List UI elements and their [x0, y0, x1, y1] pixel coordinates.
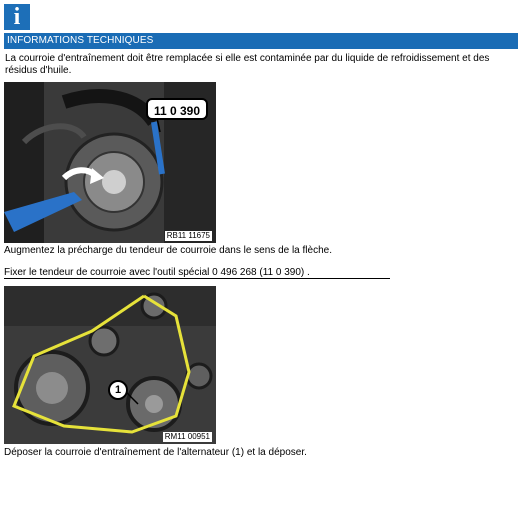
instruction-step — [4, 267, 390, 279]
note-text: La courroie d'entraînement doit être remplacée si elle est contaminée par du liquide de refroidissement et des résidus d'huile. — [5, 53, 490, 76]
figure-reference: RB11 11675 — [166, 231, 210, 240]
belt-drive-photo-drawing — [4, 286, 216, 444]
part-callout: 1 — [108, 380, 128, 400]
info-icon: i — [4, 4, 30, 30]
belt-drive-photo — [4, 286, 216, 444]
instruction-step: Déposer la courroie d'entraînement de l'alternateur (1) et la déposer. — [4, 447, 307, 458]
instruction-text: Fixer le tendeur de courroie avec l'outil spécial 0 496 268 (11 0 390) . — [4, 267, 390, 279]
section-banner: INFORMATIONS TECHNIQUES — [4, 33, 518, 49]
tool-number-label: 11 0 390 — [146, 98, 208, 120]
figure-reference: RM11 00951 — [164, 432, 210, 441]
instruction-step: Augmentez la précharge du tendeur de courroie dans le sens de la flèche. — [4, 245, 332, 256]
